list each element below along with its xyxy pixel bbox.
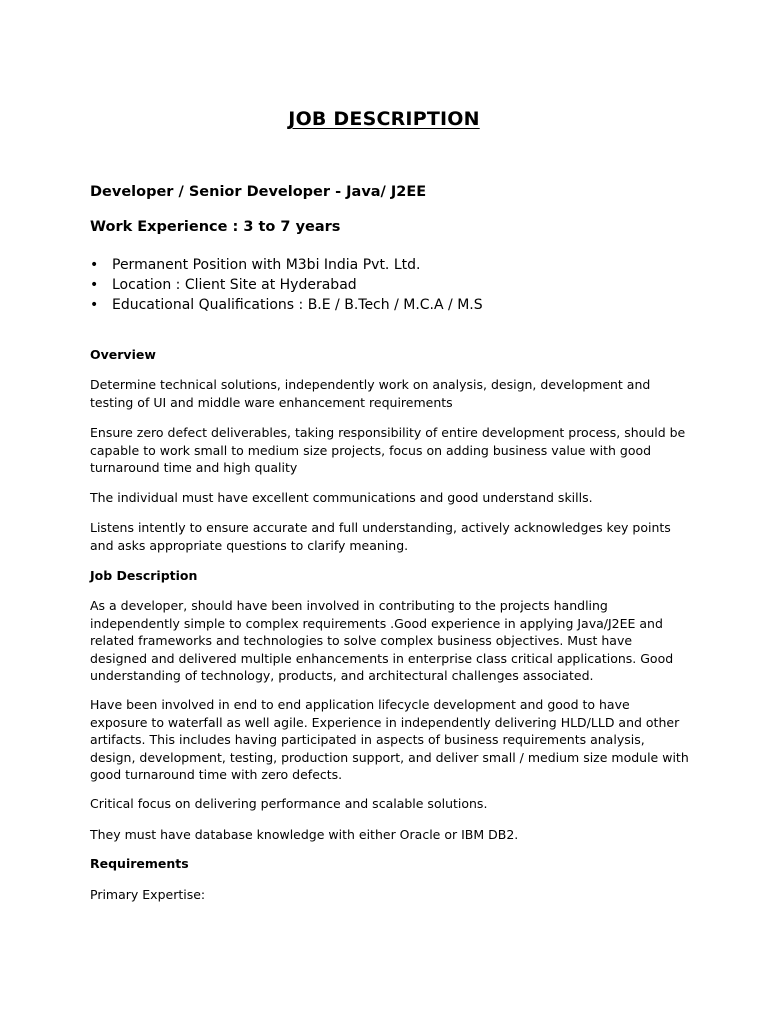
job-role-heading: Developer / Senior Developer - Java/ J2EE	[90, 184, 427, 200]
job-description-paragraph: Have been involved in end to end application lifecycle development and good to have exposure to waterfall as well agile. Experience in independently delivering HLD/LLD and other artifacts. This includes having participated in aspects of business requirements analysis, design, development, testing, production support, and deliver small / medium size module with good turnaround time with zero defects.	[90, 697, 689, 782]
job-description-paragraph: They must have database knowledge with either Oracle or IBM DB2.	[90, 827, 519, 842]
overview-paragraph: The individual must have excellent communications and good understand skills.	[90, 490, 593, 505]
requirements-heading: Requirements	[90, 856, 189, 871]
page-title: JOB DESCRIPTION	[288, 108, 480, 130]
job-description-heading: Job Description	[90, 568, 198, 583]
overview-heading: Overview	[90, 347, 156, 362]
overview-paragraph: Determine technical solutions, independently work on analysis, design, development and testing of UI and middle ware enhancement requirements	[90, 377, 651, 410]
list-item-text: Permanent Position with M3bi India Pvt. Ltd.	[112, 257, 421, 273]
overview-paragraph: Listens intently to ensure accurate and full understanding, actively acknowledges key points and asks appropriate questions to clarify meaning.	[90, 520, 671, 553]
list-item	[90, 255, 483, 275]
list-item	[90, 275, 483, 295]
list-item-text: Educational Qualifications : B.E / B.Tech / M.C.A / M.S	[112, 297, 483, 313]
list-item	[90, 295, 483, 315]
primary-expertise-label: Primary Expertise:	[90, 887, 206, 902]
work-experience-heading: Work Experience : 3 to 7 years	[90, 219, 341, 235]
bullet-icon: •	[90, 277, 99, 293]
bullet-icon: •	[90, 297, 99, 313]
bullet-icon: •	[90, 257, 99, 273]
job-description-paragraph: Critical focus on delivering performance and scalable solutions.	[90, 796, 488, 811]
job-description-paragraph: As a developer, should have been involved in contributing to the projects handling independently simple to complex requirements .Good experience in applying Java/J2EE and related frameworks and technologies to solve complex business objectives. Must have designed and delivered multiple enhancements in enterprise class critical applications. Good understanding of technology, products, and architectural challenges associated.	[90, 598, 674, 683]
list-item-text: Location : Client Site at Hyderabad	[112, 277, 357, 293]
job-facts-list	[90, 255, 483, 315]
overview-paragraph: Ensure zero defect deliverables, taking responsibility of entire development process, should be capable to work small to medium size projects, focus on adding business value with good turnaround time and high quality	[90, 425, 686, 475]
